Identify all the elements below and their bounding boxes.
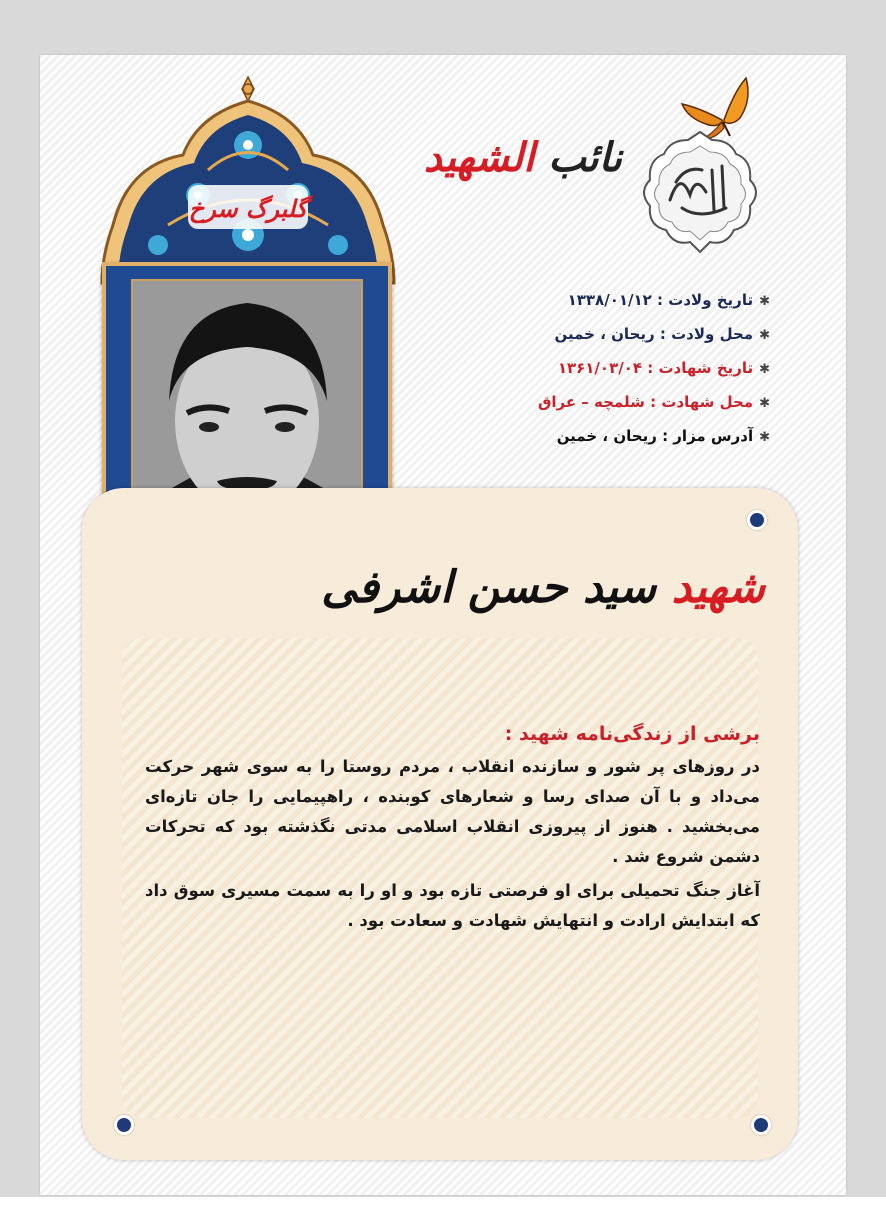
dome-caption: گلبرگ سرخ [188, 194, 308, 223]
biography-heading: برشی از زندگی‌نامه شهید : [504, 723, 760, 745]
info-row-birth-date: ✱تاریخ ولادت : ۱۳۳۸/۰۱/۱۲ [567, 291, 770, 309]
biography-paragraph-2: آغاز جنگ تحمیلی برای او فرصتی تازه بود و او را به سمت مسیری سوق داد که ابتدایش ارادت و انتهایش شهادت و سعادت بود . [145, 881, 760, 930]
biography-paragraph-1: در روزهای پر شور و سازنده انقلاب ، مردم روستا را به سوی شهر حرکت می‌داد و با آن صدای رسا و شعارهای کوبنده ، راهپیمایی را جان تازه‌ای می‌بخشید . هنوز از پیروزی انقلاب اسلامی مدتی نگذشته بود که تحرکات دشمن شروع شد . [145, 757, 760, 866]
emblem-calligraphy-icon [630, 70, 770, 255]
header-title [392, 128, 622, 198]
biography-text [145, 752, 760, 940]
star-bullet-icon: ✱ [759, 396, 770, 411]
star-bullet-icon: ✱ [759, 430, 770, 445]
header-title-part2: الشهید [423, 134, 535, 181]
info-row-martyrdom-date: ✱تاریخ شهادت : ۱۳۶۱/۰۳/۰۴ [557, 359, 770, 377]
card-corner-dot-icon [751, 1115, 771, 1135]
info-row-martyrdom-place: ✱محل شهادت : شلمچه – عراق [537, 393, 770, 411]
info-row-burial-address: ✱آدرس مزار : ریحان ، خمین [556, 427, 770, 445]
star-bullet-icon: ✱ [759, 328, 770, 343]
martyr-name-title [321, 548, 765, 638]
martyr-info-list [420, 283, 770, 453]
star-bullet-icon: ✱ [759, 294, 770, 309]
card-corner-dot-icon [114, 1115, 134, 1135]
star-bullet-icon: ✱ [759, 362, 770, 377]
bottom-strip [0, 1197, 886, 1211]
portrait-dome-ornament [98, 75, 398, 285]
martyr-full-name: سید حسن اشرفی [321, 562, 657, 613]
card-corner-dot-icon [747, 510, 767, 530]
butterfly-icon [682, 78, 748, 138]
info-row-birth-place: ✱محل ولادت : ریحان ، خمین [554, 325, 770, 343]
name-prefix: شهید [671, 562, 765, 613]
header-title-part1: نائب [548, 134, 622, 181]
